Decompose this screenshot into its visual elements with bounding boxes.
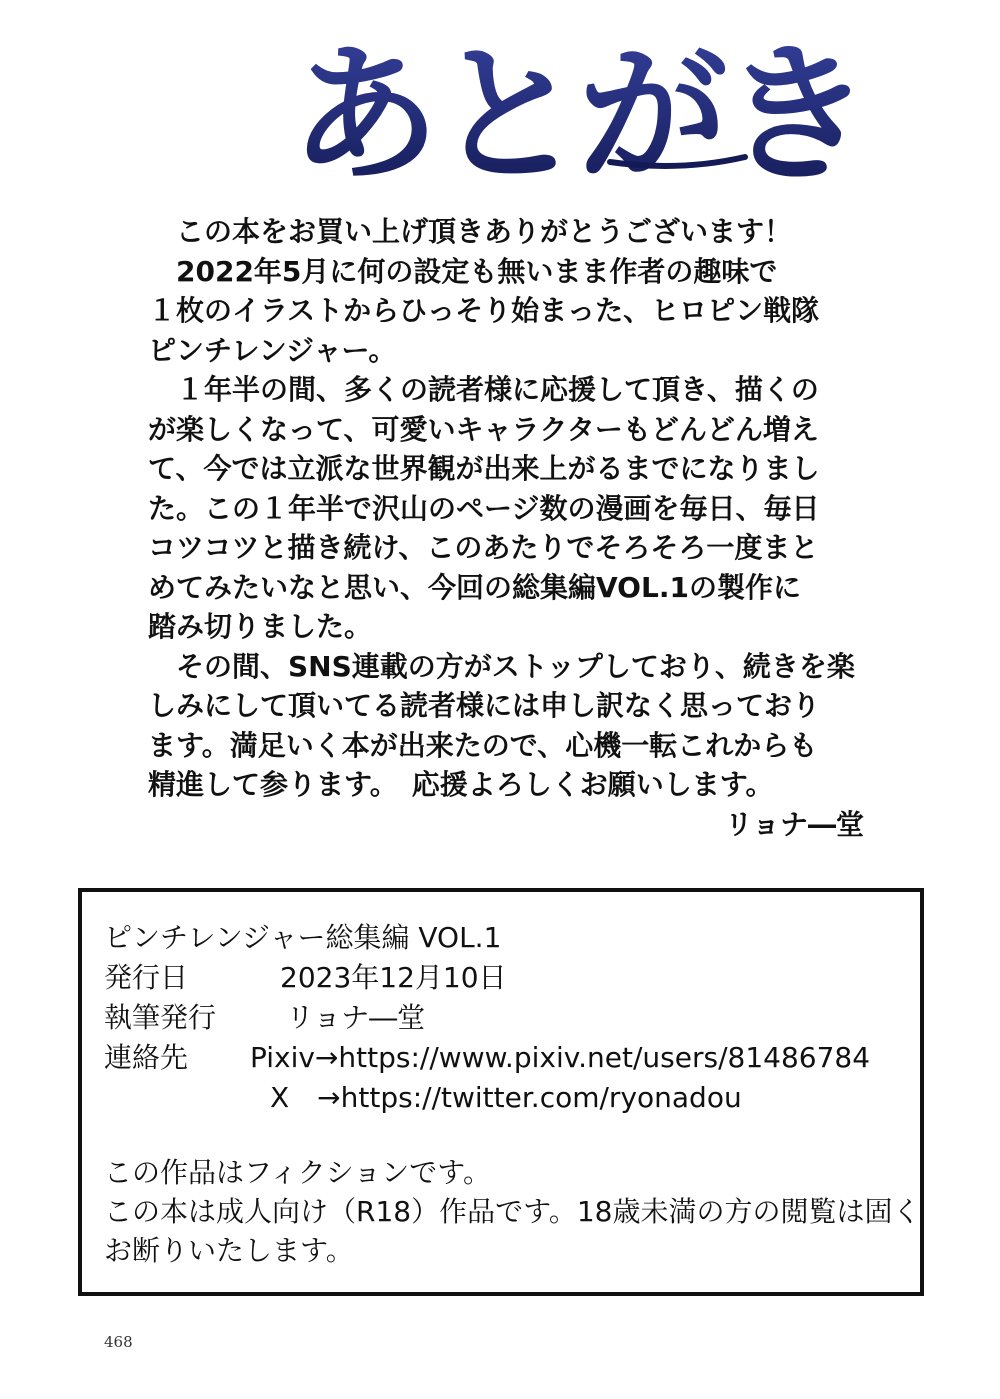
contact-x: X →https://twitter.com/ryonadou: [270, 1081, 742, 1114]
colophon-box: [78, 888, 924, 1296]
author-label: 執筆発行: [104, 1001, 217, 1034]
body-line: １年半の間、多くの読者様に応援して頂き、描くの: [148, 373, 819, 406]
afterword-title: [280, 22, 867, 203]
body-line: この本をお買い上げ頂きありがとうございます！: [148, 215, 793, 248]
body-line: コツコツと描き続け、このあたりでそろそろ一度まと: [148, 531, 819, 564]
body-line: その間、SNS連載の方がストップしており、続きを楽: [148, 649, 855, 683]
colophon-notice: [104, 1153, 921, 1270]
afterword-title-text: あとがき: [290, 29, 867, 203]
author-value: リョナ―堂: [286, 1001, 426, 1034]
body-line: １枚のイラストからひっそり始まった、ヒロピン戦隊: [148, 294, 820, 327]
body-line: 踏み切りました。: [148, 610, 373, 643]
body-line: しみにして頂いてる読者様には申し訳なく思っており: [148, 689, 821, 722]
body-line: て、今では立派な世界観が出来上がるまでになりまし: [148, 452, 820, 485]
colophon-book-title: ピンチレンジャー総集編 VOL.1: [104, 921, 502, 954]
issue-date-value: 2023年12月10日: [280, 961, 507, 994]
notice-line: この本は成人向け（R18）作品です。18歳未満の方の閲覧は固く: [104, 1195, 921, 1228]
afterword-body: [148, 212, 868, 844]
notice-line: お断りいたします。: [104, 1234, 354, 1267]
contact-label: 連絡先: [104, 1041, 189, 1074]
page-number: 468: [104, 1333, 133, 1351]
body-line: ピンチレンジャー。: [148, 333, 397, 367]
signature: リョナ―堂: [724, 807, 864, 841]
afterword-title-lettering: [280, 22, 867, 203]
issue-date-label: 発行日: [104, 961, 189, 994]
body-line: ます。満足いく本が出来たので、心機一転これからも: [148, 728, 818, 762]
contact-pixiv: Pixiv→https://www.pixiv.net/users/81486784: [250, 1041, 871, 1074]
body-line: が楽しくなって、可愛いキャラクターもどんどん増え: [148, 412, 819, 446]
body-line: た。この１年半で沢山のページ数の漫画を毎日、毎日: [148, 491, 820, 525]
body-line: 精進して参ります。 応援よろしくお願いします。: [148, 768, 774, 801]
body-line: 2022年5月に何の設定も無いまま作者の趣味で: [148, 254, 778, 288]
notice-line: この作品はフィクションです。: [104, 1156, 491, 1189]
body-line: めてみたいなと思い、今回の総集編VOL.1の製作に: [148, 570, 801, 604]
